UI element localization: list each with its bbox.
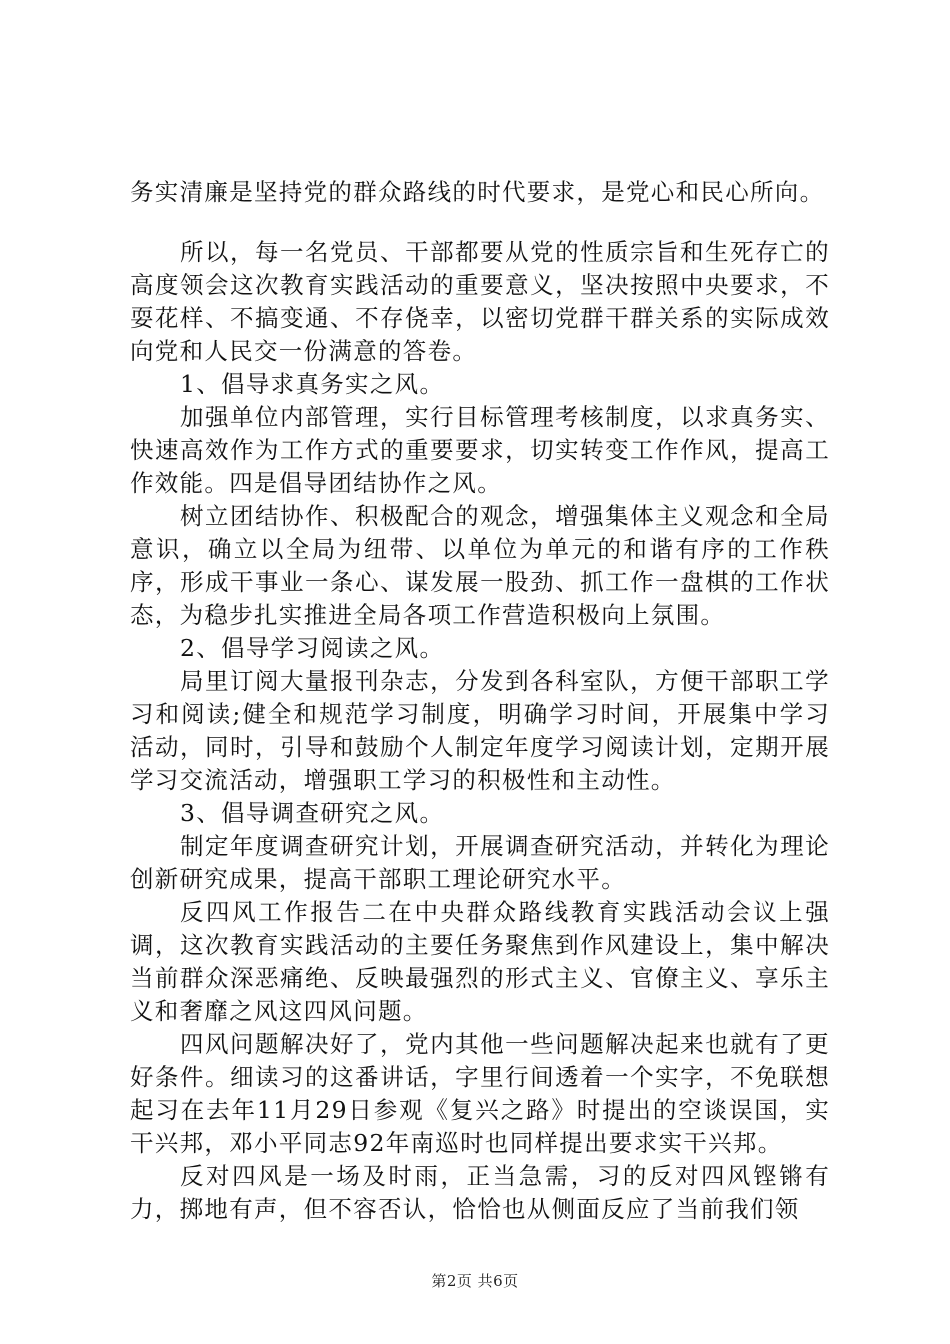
- paragraph-4: 树立团结协作、积极配合的观念，增强集体主义观念和全局意识，确立以全局为纽带、以单位为单元的和谐有序的工作秩序，形成干事业一条心、谋发展一股劲、抓工作一盘棋的工作状态，为稳步扎实推进全局各项工作营造积极向上氛围。: [130, 502, 830, 629]
- paragraph-5: 局里订阅大量报刊杂志，分发到各科室队，方便干部职工学习和阅读;健全和规范学习制度，明确学习时间，开展集中学习活动，同时，引导和鼓励个人制定年度学习阅读计划，定期开展学习交流活动，增强职工学习的积极性和主动性。: [130, 667, 830, 794]
- paragraph-6: 制定年度调查研究计划，开展调查研究活动，并转化为理论创新研究成果，提高干部职工理论研究水平。: [130, 832, 830, 893]
- paragraph-9: 反对四风是一场及时雨，正当急需，习的反对四风铿锵有力，掷地有声，但不容否认，恰恰也从侧面反应了当前我们领: [130, 1162, 830, 1223]
- paragraph-8: 四风问题解决好了，党内其他一些问题解决起来也就有了更好条件。细读习的这番讲话，字里行间透着一个实字，不免联想起习在去年11月29日参观《复兴之路》时提出的空谈误国，实干兴邦，邓小平同志92年南巡时也同样提出要求实干兴邦。: [130, 1030, 830, 1157]
- paragraph-3: 加强单位内部管理，实行目标管理考核制度，以求真务实、快速高效作为工作方式的重要要求，切实转变工作作风，提高工作效能。四是倡导团结协作之风。: [130, 403, 830, 497]
- document-body: [130, 176, 830, 1226]
- heading-item-3: 3、倡导调查研究之风。: [180, 799, 445, 827]
- paragraph-2: 所以，每一名党员、干部都要从党的性质宗旨和生死存亡的高度领会这次教育实践活动的重要意义，坚决按照中央要求，不耍花样、不搞变通、不存侥幸，以密切党群干群关系的实际成效向党和人民交一份满意的答卷。: [130, 238, 830, 365]
- heading-item-2: 2、倡导学习阅读之风。: [180, 634, 445, 662]
- heading-item-1: 1、倡导求真务实之风。: [180, 370, 445, 398]
- page-number-footer: 第2页 共6页: [431, 1272, 519, 1290]
- paragraph-7: 反四风工作报告二在中央群众路线教育实践活动会议上强调，这次教育实践活动的主要任务聚焦到作风建设上，集中解决当前群众深恶痛绝、反映最强烈的形式主义、官僚主义、享乐主义和奢靡之风这四风问题。: [130, 898, 830, 1025]
- paragraph-1: 务实清廉是坚持党的群众路线的时代要求，是党心和民心所向。: [130, 178, 825, 206]
